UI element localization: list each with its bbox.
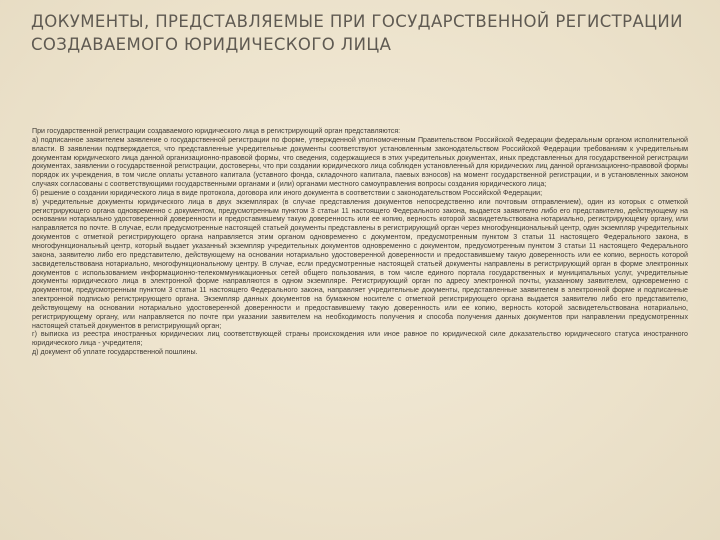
slide-body-text [32, 127, 688, 357]
item-v-paragraph: в) учредительные документы юридического лица в двух экземплярах (в случае представления документов непосредственно или почтовым отправлением), один из которых с отметкой регистрирующего органа одновременно с документом, предусмотренным пунктом 3 статьи 11 настоящего Федерального закона, выдается заявителю либо его представителю, действующему на основании нотариально удостоверенной доверенности и предоставившему такую доверенность или ее копию, верность которой засвидетельствована нотариально, регистрирующему органу, или направляется по почте. В случае, если предусмотренные настоящей статьей документы представлены в регистрирующий орган через многофункциональный центр, один экземпляр учредительных документов с отметкой регистрирующего органа направляется этим органом одновременно с документом, предусмотренным пунктом 3 статьи 11 настоящего Федерального закона, в многофункциональный центр, который выдает указанный экземпляр учредительных документов одновременно с документом, предусмотренным пунктом 3 статьи 11 настоящего Федерального закона, заявителю либо его представителю, действующему на основании нотариально удостоверенной доверенности и предоставившему такую доверенность или ее копию, верность которой засвидетельствована нотариально, многофункциональному центру. В случае, если предусмотренные настоящей статьей документы направлены в регистрирующий орган в форме электронных документов с использованием информационно-телекоммуникационных сетей общего пользования, в том числе единого портала государственных и муниципальных услуг, учредительные документы юридического лица в электронной форме направляются в одном экземпляре. Регистрирующий орган по адресу электронной почты, указанному заявителем, одновременно с документом, предусмотренным пунктом 3 статьи 11 настоящего Федерального закона, направляет учредительные документы, представленные заявителем в электронной форме и подписанные электронной подписью регистрирующего органа. Экземпляр данных документов на бумажном носителе с отметкой регистрирующего органа выдается заявителю либо его представителю, действующему на основании нотариально удостоверенной доверенности и предоставившему такую доверенность или ее копию, верность которой засвидетельствована нотариально, регистрирующему органу, или направляется по почте при указании заявителем на необходимость получения и способа получения данных документов при направлении предусмотренных настоящей статьей документов в регистрирующий орган; [32, 197, 688, 330]
slide-title-line-1: ДОКУМЕНТЫ, ПРЕДСТАВЛЯЕМЫЕ ПРИ ГОСУДАРСТВЕННОЙ РЕГИСТРАЦИИ [31, 12, 683, 31]
item-g-paragraph: г) выписка из реестра иностранных юридических лиц соответствующей страны происхождения или иное равное по юридической силе доказательство юридического статуса иностранного юридического лица - учредителя; [32, 330, 688, 348]
item-d-paragraph: д) документ об уплате государственной пошлины. [32, 348, 198, 357]
item-a-paragraph: а) подписанное заявителем заявление о государственной регистрации по форме, утвержденной уполномоченным Правительством Российской Федерации федеральным органом исполнительной власти. В заявлении подтверждается, что представленные учредительные документы соответствуют установленным законодательством Российской Федерации требованиям к учредительным документам юридического лица данной организационно-правовой формы, что сведения, содержащиеся в этих учредительных документах, иных представленных для государственной регистрации документах, заявлении о государственной регистрации, достоверны, что при создании юридического лица соблюден установленный для юридических лиц данной организационно-правовой формы порядок их учреждения, в том числе оплаты уставного капитала (уставного фонда, складочного капитала, паевых взносов) на момент государственной регистрации, и в установленных законом случаях согласованы с соответствующими государственными органами и (или) органами местного самоуправления вопросы создания юридического лица; [32, 135, 688, 189]
slide-title-line-2: СОЗДАВАЕМОГО ЮРИДИЧЕСКОГО ЛИЦА [31, 35, 392, 54]
intro-paragraph: При государственной регистрации создаваемого юридического лица в регистрирующий орган представляются: [32, 127, 401, 135]
slide-title [31, 10, 701, 56]
item-b-paragraph: б) решение о создании юридического лица в виде протокола, договора или иного документа в соответствии с законодательством Российской Федерации; [32, 188, 543, 197]
